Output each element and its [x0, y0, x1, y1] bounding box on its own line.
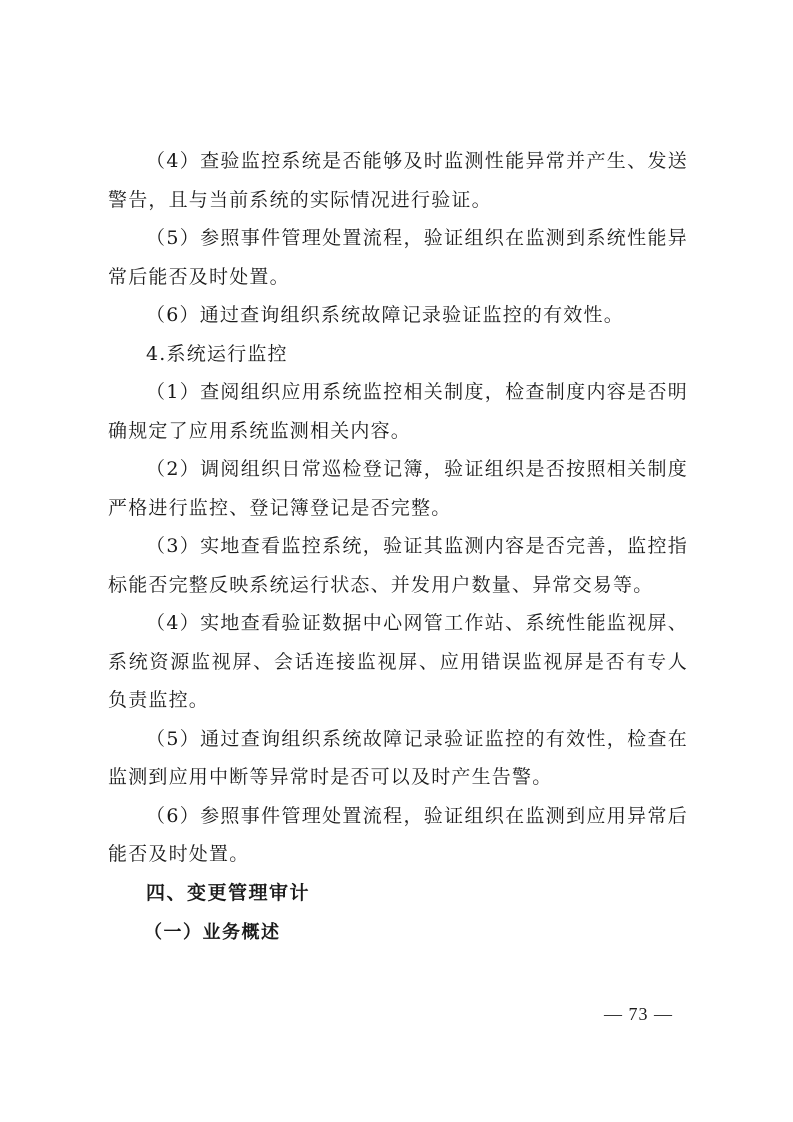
paragraph-event-handling: （5）参照事件管理处置流程，验证组织在监测到系统性能异常后能否及时处置。 — [108, 227, 688, 288]
paragraph-fault-record: （6）通过查询组织系统故障记录验证监控的有效性。 — [146, 304, 624, 326]
paragraph-application-exception: （6）参照事件管理处置流程，验证组织在监测到应用异常后能否及时处置。 — [108, 804, 688, 865]
page-number: — 73 — — [604, 1004, 673, 1024]
paragraph-data-center-screens: （4）实地查看验证数据中心网管工作站、系统性能监视屏、系统资源监视屏、会话连接监视屏、应用错误监视屏是否有专人负责监控。 — [108, 612, 688, 711]
paragraph-inspection-log: （2）调阅组织日常巡检登记簿，验证组织是否按照相关制度严格进行监控、登记簿登记是否完整。 — [108, 458, 688, 519]
paragraph-monitor-warning: （4）查验监控系统是否能够及时监测性能异常并产生、发送警告，且与当前系统的实际情况进行验证。 — [108, 150, 688, 211]
paragraph-alarm-check: （5）通过查询组织系统故障记录验证监控的有效性，检查在监测到应用中断等异常时是否可以及时产生告警。 — [108, 727, 688, 788]
item-heading-system-operation-monitoring: 4.系统运行监控 — [146, 342, 288, 365]
body-text — [108, 142, 688, 952]
subsection-heading: （一）业务概述 — [144, 921, 281, 943]
paragraph-monitor-system-check: （3）实地查看监控系统，验证其监测内容是否完善，监控指标能否完整反映系统运行状态、并发用户数量、异常交易等。 — [108, 535, 688, 596]
paragraph-review-policy: （1）查阅组织应用系统监控相关制度，检查制度内容是否明确规定了应用系统监测相关内容。 — [108, 381, 688, 442]
section-heading: 四、变更管理审计 — [146, 881, 311, 904]
